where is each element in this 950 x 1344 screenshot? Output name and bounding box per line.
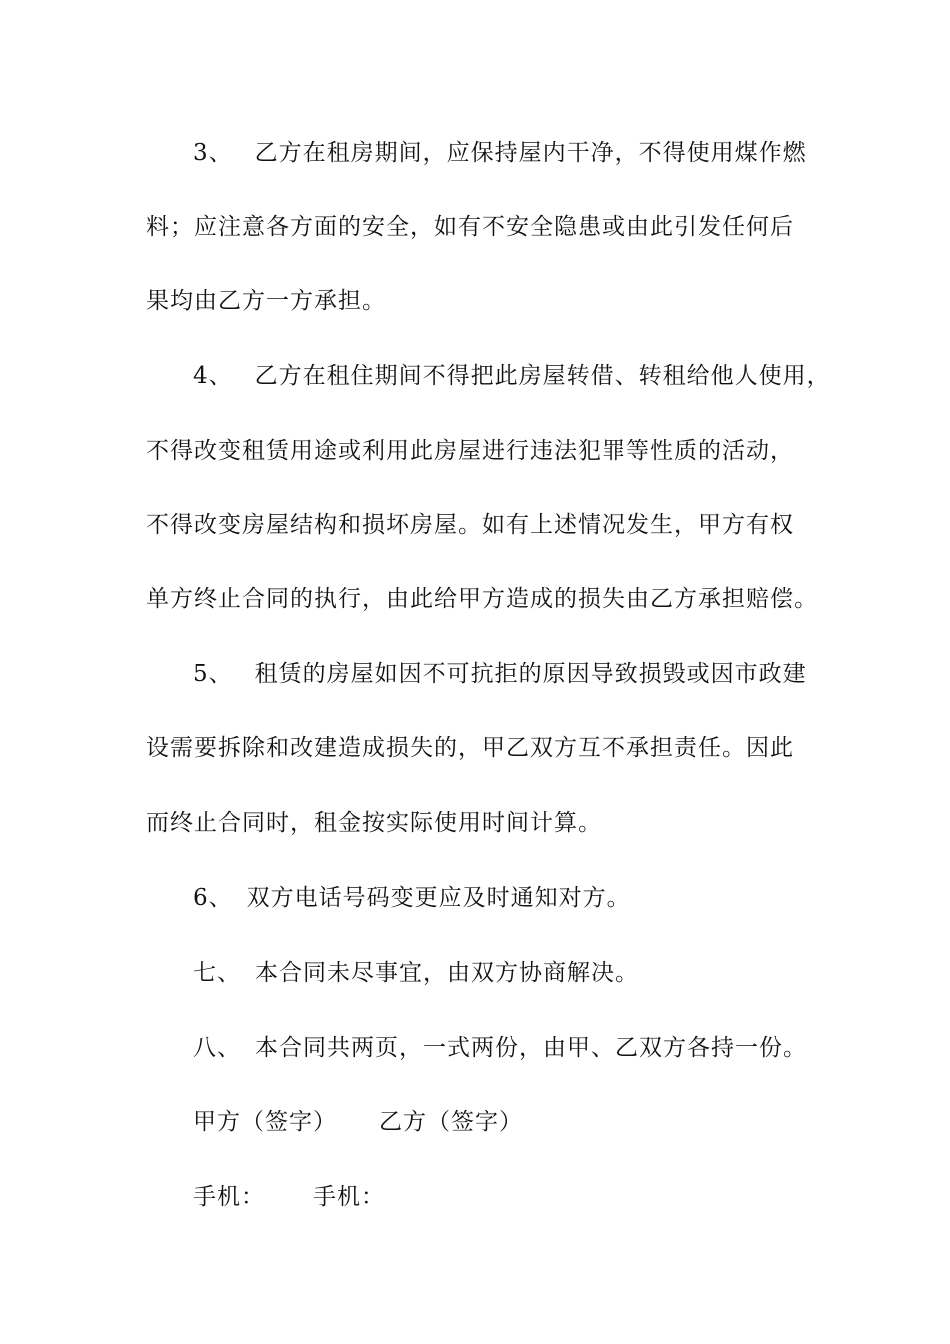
item-5-line-2: 设需要拆除和改建造成损失的，甲乙双方互不承担责任。因此: [146, 735, 794, 761]
section-8-text: 本合同共两页，一式两份，由甲、乙双方各持一份。: [255, 1035, 807, 1061]
item-4-number: 4、: [193, 363, 233, 389]
item-5-text-1: 租赁的房屋如因不可抗拒的原因导致损毁或因市政建: [254, 661, 807, 687]
party-a-phone-label: 手机：: [193, 1184, 265, 1210]
section-7-number: 七、: [193, 960, 241, 986]
item-6-line-1: [193, 883, 873, 913]
item-3-line-3: 果均由乙方一方承担。: [146, 288, 386, 314]
item-4-line-2: 不得改变租赁用途或利用此房屋进行违法犯罪等性质的活动，: [146, 438, 794, 464]
item-3-text-1: 乙方在租房期间，应保持屋内干净，不得使用煤作燃: [254, 140, 807, 166]
item-5-line-3: 而终止合同时，租金按实际使用时间计算。: [146, 810, 602, 836]
item-5-line-1: [193, 659, 873, 689]
section-8: [193, 1033, 873, 1063]
party-b-phone-label: 手机：: [313, 1184, 385, 1210]
section-8-number: 八、: [193, 1035, 241, 1061]
party-a-signature-label: 甲方（签字）: [193, 1109, 337, 1135]
party-b-signature-label: 乙方（签字）: [379, 1109, 523, 1135]
item-6-text-1: 双方电话号码变更应及时通知对方。: [246, 885, 631, 911]
item-4-text-1: 乙方在租住期间不得把此房屋转借、转租给他人使用，: [254, 363, 831, 389]
item-3-line-1: [193, 138, 873, 168]
signature-line: [193, 1107, 873, 1137]
item-4-line-1: [193, 361, 873, 391]
item-6-number: 6、: [193, 885, 233, 911]
section-7: [193, 958, 873, 988]
item-5-number: 5、: [193, 661, 233, 687]
item-4-line-3: 不得改变房屋结构和损坏房屋。如有上述情况发生，甲方有权: [146, 512, 794, 538]
item-3-line-2: 料；应注意各方面的安全，如有不安全隐患或由此引发任何后: [146, 214, 794, 240]
item-4-line-4: 单方终止合同的执行，由此给甲方造成的损失由乙方承担赔偿。: [146, 586, 818, 612]
item-3-number: 3、: [193, 140, 233, 166]
phone-line: [193, 1182, 873, 1212]
section-7-text: 本合同未尽事宜，由双方协商解决。: [255, 960, 639, 986]
